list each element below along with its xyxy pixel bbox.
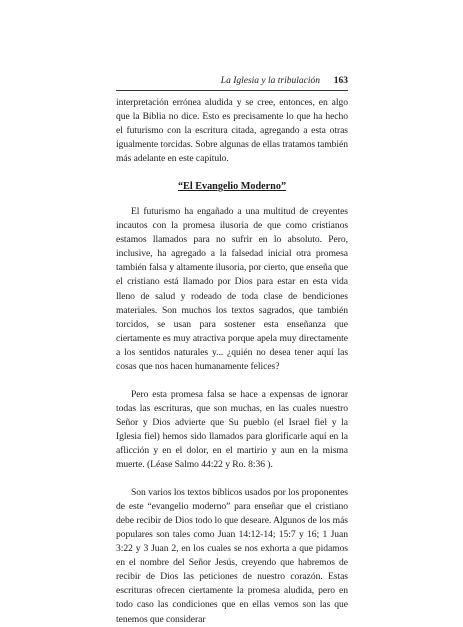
paragraph: El futurismo ha engañado a una multitud de creyentes incautos con la promesa ilusoria de que como cristianos estamos llamados para no sufrir en lo absoluto. Pero, inclusive, ha agregado a la falsedad inicial otra promesa también falsa y altamente ilusoria, por cierto, que enseña que el cristiano está llamado por Dios para estar en esta vida lleno de salud y rodeado de toda clase de bendiciones materiales. Son muchos los textos sagrados, que también torcidos, se usan para sostener esta enseñanza que ciertamente es muy atractiva porque apela muy directamente a los sentidos naturales y... ¿quién no desea tener aquí las cosas que nos hacen humanamente felices? bbox=[116, 206, 348, 372]
page-number: 163 bbox=[333, 76, 348, 86]
page-header bbox=[116, 76, 348, 91]
section-heading-text: “El Evangelio Moderno” bbox=[177, 181, 287, 193]
paragraph-gap bbox=[116, 374, 348, 388]
section-heading bbox=[116, 180, 348, 194]
paragraph: Son varios los textos bíblicos usados por los proponentes de este “evangelio moderno” para enseñar que el cristiano debe recibir de Dios todo lo que deseare. Algunos de los más populares son tales como Juan 14:12-14; 15:7 y 16; 1 Juan 3:22 y 3 Juan 2, en los cuales se nos exhorta a que pidamos en el nombre del Señor Jesús, creyendo que habremos de recibir de Dios las peticiones de nuestro corazón. Estas escrituras ofrecen ciertamente la promesa aludida, pero en todo caso las condiciones que en ellas vemos son las que tenemos que considerar bbox=[116, 487, 348, 625]
body-text bbox=[116, 96, 348, 627]
paragraph-gap bbox=[116, 472, 348, 486]
paragraph-intro: interpretación errónea aludida y se cree, entonces, en algo que la Biblia no dice. Esto es precisamente lo que ha hecho el futurismo con la escritura citada, agregando a esta otras igualmente torcidas. Sobre algunas de ellas tratamos también más adelante en este capítulo. bbox=[116, 97, 348, 165]
running-title: La Iglesia y la tribulación bbox=[220, 76, 320, 86]
paragraph: Pero esta promesa falsa se hace a expensas de ignorar todas las escrituras, que son muchas, en las cuales nuestro Señor y Dios advierte que Su pueblo (el Israel fiel y la Iglesia fiel) hemos sido llamados para glorificarle aquí en la aflicción y en el dolor, en el martirio y aun en la misma muerte. (Léase Salmo 44:22 y Ro. 8:36 ). bbox=[116, 388, 348, 471]
